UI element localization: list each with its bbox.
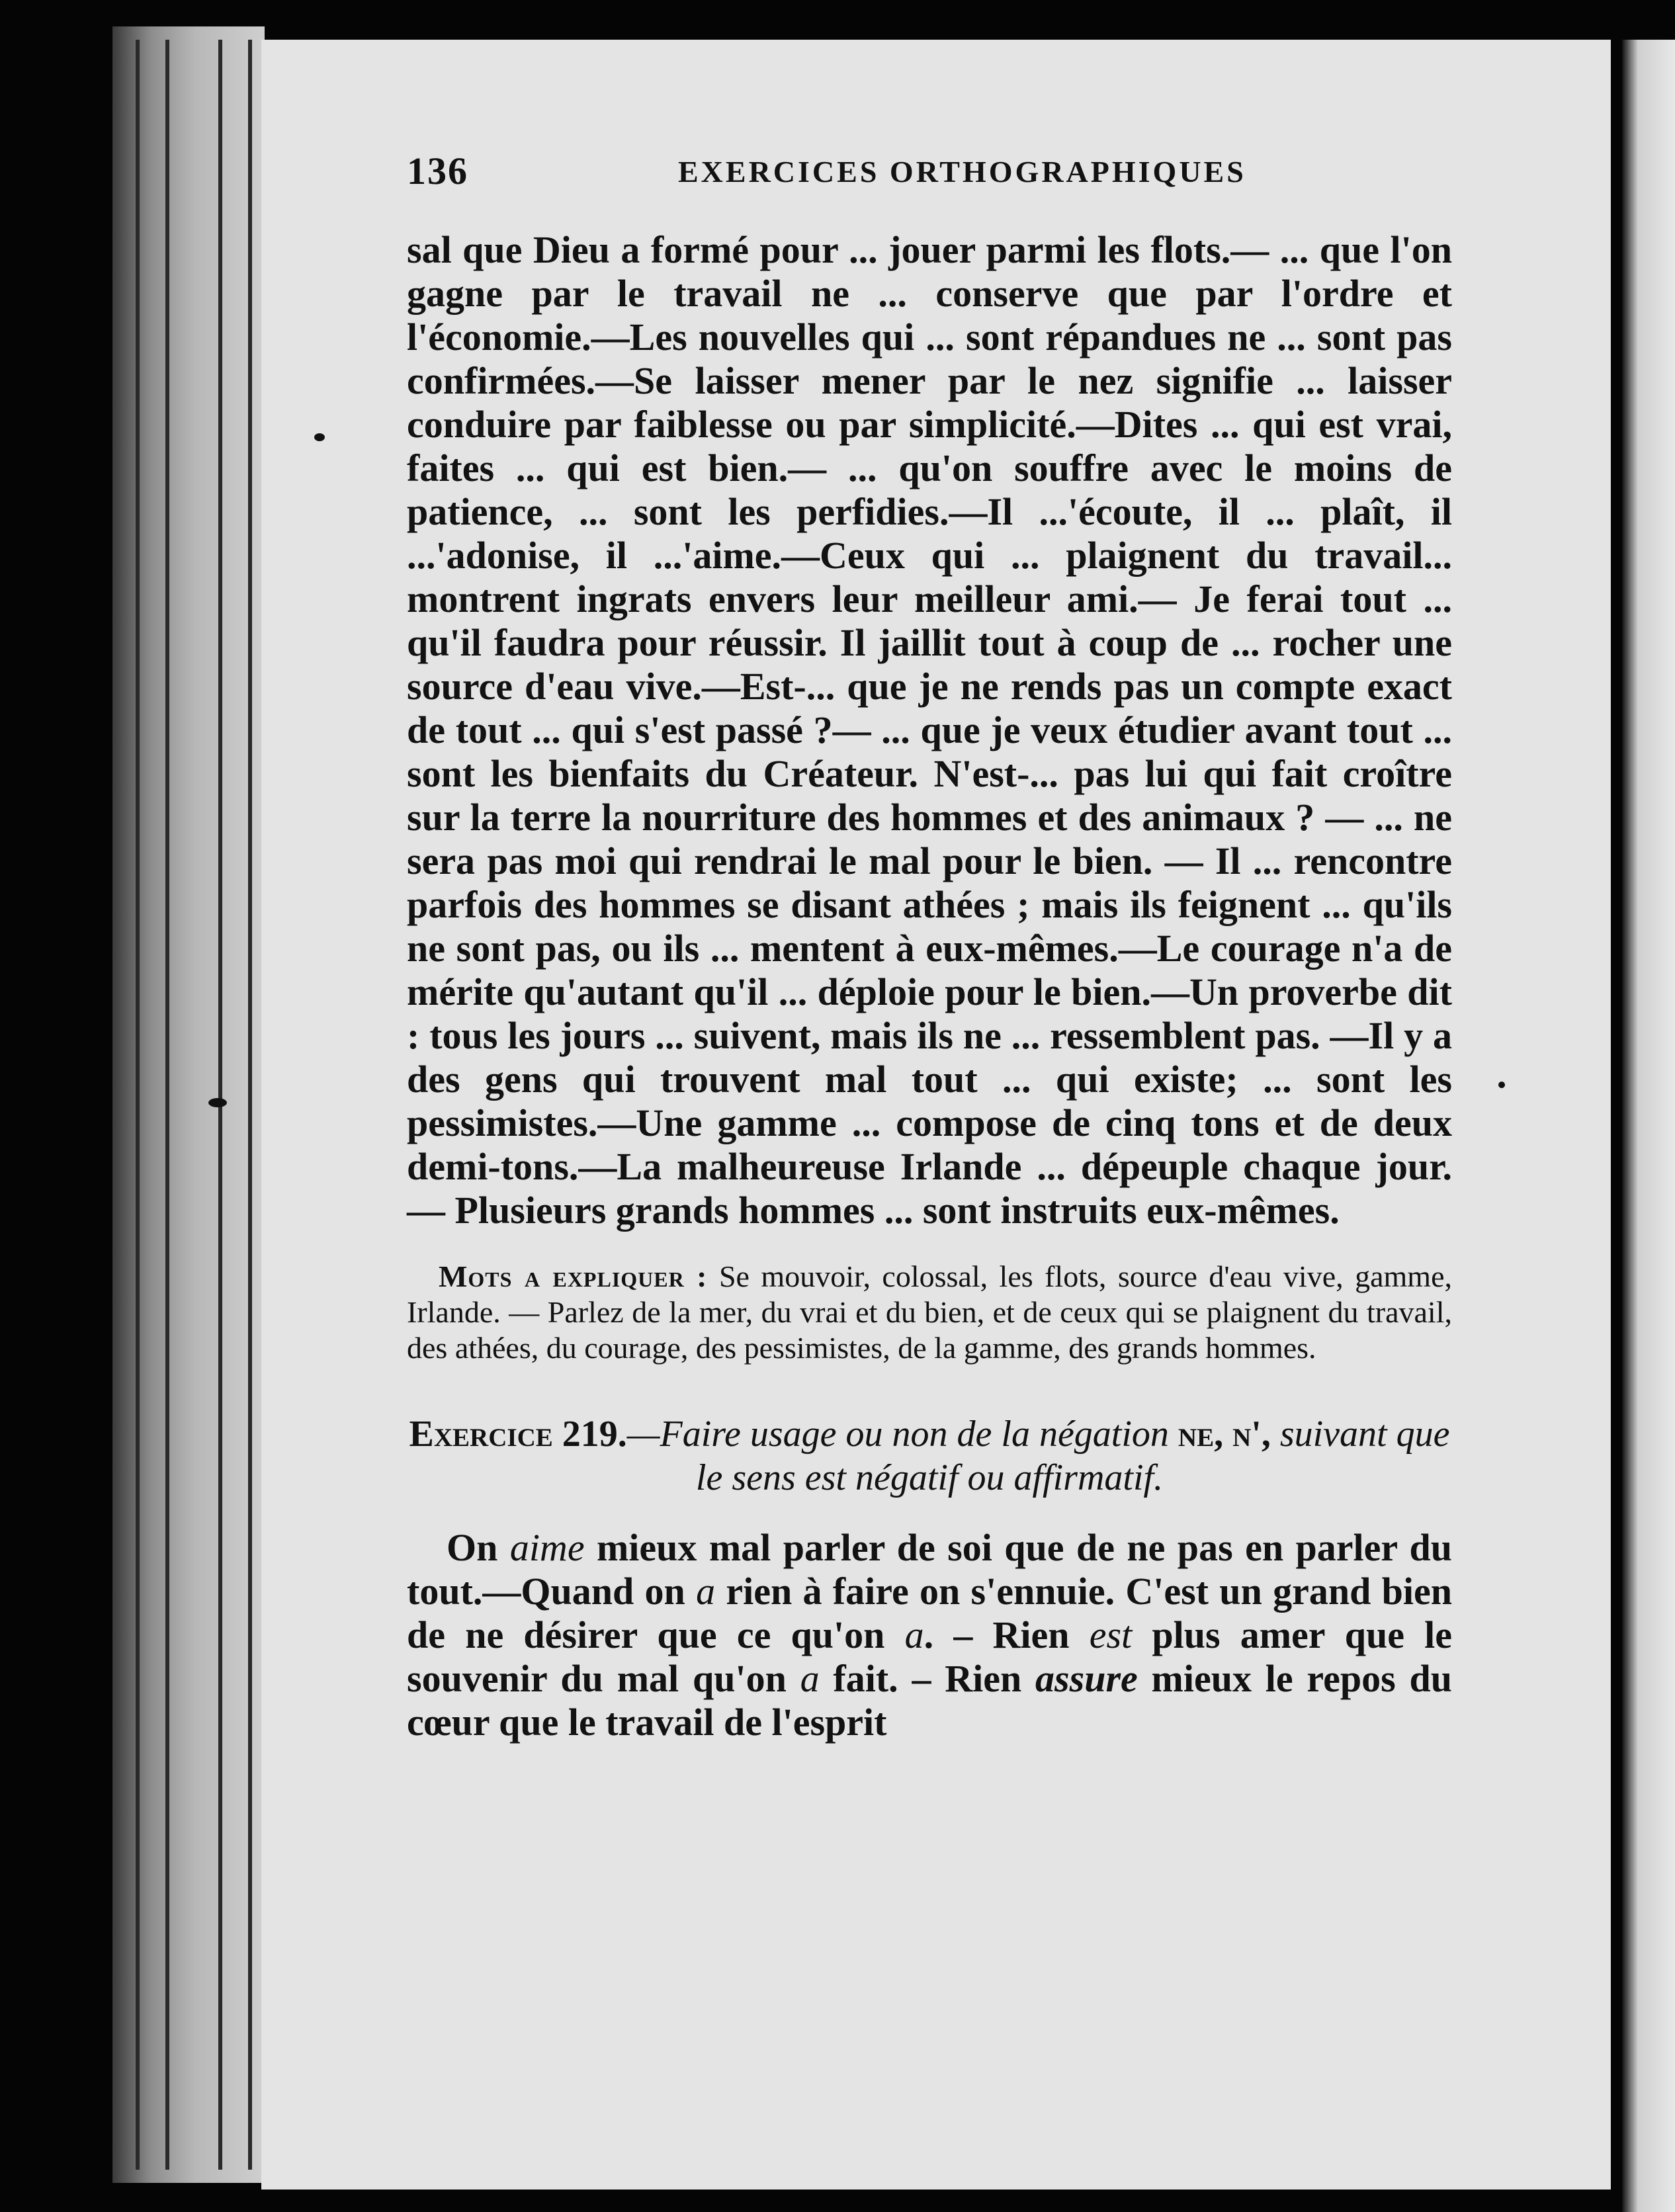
- vocabulary-text: Se mouvoir, colossal, les flots, source d'eau vive, gamme, Irlande. — Parlez de la mer, du vrai et du bien, et de ceux qui se plaignent du travail, des athées, du courage, des pessimistes, de la gamme, des grands hommes.: [407, 1259, 1452, 1365]
- exercise-text-segment: a: [800, 1657, 820, 1700]
- exercise-text-segment: a: [696, 1570, 716, 1613]
- page-edge-line: [165, 40, 169, 2170]
- exercise-body-paragraph: sal que Dieu a formé pour ... jouer parmi les flots.— ... que l'on gagne par le travail ne ... conserve que par l'ordre et l'économie.—Les nouvelles qui ... sont répandues ne ... sont pas confirmées.—Se laisser mener par le nez signifie ... laisser conduire par faiblesse ou par simplicité.—Dites ... qui est vrai, faites ... qui est bien.— ... qu'on souffre avec le moins de patience, ... sont les perfidies.—Il ...'écoute, il ... plaît, il ...'adonise, il ...'aime.—Ceux qui ... plaignent du travail... montrent ingrats envers leur meilleur ami.— Je ferai tout ... qu'il faudra pour réussir. Il jaillit tout à coup de ... rocher une source d'eau vive.—Est-... que je ne rends pas un compte exact de tout ... qui s'est passé ?— ... que je veux étudier avant tout ... sont les bienfaits du Créateur. N'est-... pas lui qui fait croître sur la terre la nourriture des hommes et des animaux ? — ... ne sera pas moi qui rendrai le mal pour le bien. — Il ... rencontre parfois des hommes se disant athées ; mais ils feignent ... qu'ils ne sont pas, ou ils ... mentent à eux-mêmes.—Le courage n'a de mérite qu'autant qu'il ... déploie pour le bien.—Un proverbe dit : tous les jours ... suivent, mais ils ne ... ressemblent pas. —Il y a des gens qui trouvent mal tout ... qui existe; ... sont les pessimistes.—Une gamme ... compose de cinq tons et de deux demi-tons.—La malheureuse Irlande ... dépeuple chaque jour. — Plusieurs grands hommes ... sont instruits eux-mêmes.: [407, 228, 1452, 1232]
- page-content: [407, 149, 1452, 1744]
- exercise-instruction-end: suivant que le sens est négatif ou affirmatif.: [695, 1414, 1450, 1498]
- running-title: EXERCICES ORTHOGRAPHIQUES: [678, 155, 1246, 189]
- exercise-heading: [407, 1412, 1452, 1500]
- facing-page-edge: [1622, 40, 1675, 2212]
- exercise-instruction-start: —Faire usage ou non de la négation: [626, 1414, 1178, 1455]
- exercise-text-segment: mieux le repos du cœur que le travail de l'esprit: [407, 1657, 1452, 1744]
- exercise-text-segment: aime: [509, 1526, 585, 1569]
- ink-speck: [208, 1098, 227, 1107]
- exercise-text-segment: fait. – Rien: [819, 1657, 1036, 1700]
- vocabulary-note: [407, 1259, 1452, 1366]
- book-page: [261, 40, 1611, 2190]
- exercise-label: Exercice 219.: [409, 1414, 627, 1455]
- exercise-text-segment: mieux mal parler de soi que de ne pas en parler du tout.—Quand on: [407, 1526, 1453, 1613]
- exercise-text-segment: . – Rien: [923, 1613, 1090, 1656]
- page-edge-line: [248, 40, 252, 2170]
- page-edge-line: [136, 40, 140, 2170]
- exercise-text-segment: On: [447, 1526, 510, 1569]
- exercise-text-segment: plus amer que le souvenir du mal qu'on: [407, 1613, 1453, 1700]
- ink-speck: [314, 433, 325, 441]
- exercise-text-segment: est: [1089, 1613, 1133, 1656]
- exercise-text-segment: rien à faire on s'ennuie. C'est un grand bien de ne désirer que ce qu'on: [407, 1570, 1453, 1656]
- running-head: [407, 149, 1452, 208]
- ink-speck: [1498, 1082, 1505, 1088]
- exercise-text-segment: a: [904, 1613, 924, 1656]
- page-number: 136: [407, 149, 468, 192]
- exercise-negation-term: ne, n',: [1178, 1414, 1271, 1455]
- exercise-text-segment: assure: [1035, 1657, 1138, 1700]
- vocabulary-lead: Mots a expliquer :: [439, 1259, 708, 1293]
- exercise-text: [407, 1526, 1452, 1744]
